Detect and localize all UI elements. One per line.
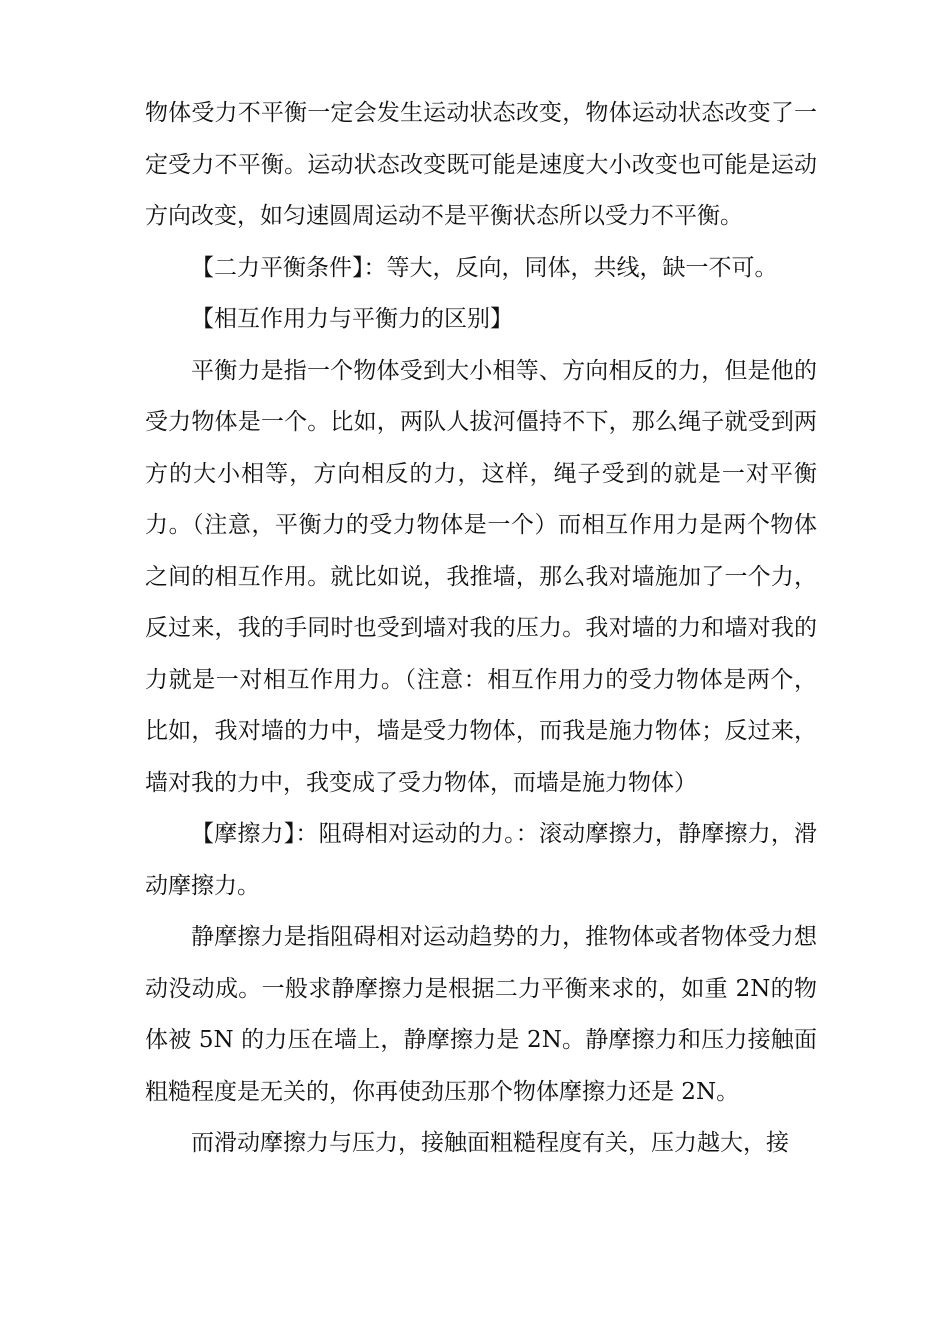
paragraph-balance-force: 平衡力是指一个物体受到大小相等、方向相反的力，但是他的受力物体是一个。比如，两队人拔河僵持不下，那么绳子就受到两方的大小相等，方向相反的力，这样，绳子受到的就是一对平衡力。（注意，平衡力的受力物体是一个）而相互作用力是两个物体之间的相互作用。就比如说，我推墙，那么我对墙施加了一个力，反过来，我的手同时也受到墙对我的压力。我对墙的力和墙对我的力就是一对相互作用力。（注意：相互作用力的受力物体是两个，比如，我对墙的力中，墙是受力物体，而我是施力物体；反过来，墙对我的力中，我变成了受力物体，而墙是施力物体）	[145, 357, 817, 796]
paragraph-two-force-balance: 【二力平衡条件】：等大，反向，同体，共线，缺一不可。	[191, 254, 778, 281]
document-body	[145, 88, 817, 1170]
heading-interaction-vs-balance: 【相互作用力与平衡力的区别】	[191, 306, 513, 332]
paragraph-sliding-friction: 而滑动摩擦力与压力，接触面粗糙程度有关，压力越大，接	[191, 1130, 789, 1156]
paragraph-friction: 【摩擦力】：阻碍相对运动的力。：滚动摩擦力，静摩擦力，滑动摩擦力。	[145, 821, 817, 899]
paragraph-static-friction: 静摩擦力是指阻碍相对运动趋势的力，推物体或者物体受力想动没动成。一般求静摩擦力是根据二力平衡来求的，如重 2N的物体被 5N 的力压在墙上，静摩擦力是 2N。静摩擦力和压力接触面粗糙程度是无关的，你再使劲压那个物体摩擦力还是 2N。	[145, 924, 817, 1105]
paragraph-motion-state: 物体受力不平衡一定会发生运动状态改变，物体运动状态改变了一定受力不平衡。运动状态改变既可能是速度大小改变也可能是运动方向改变，如匀速圆周运动不是平衡状态所以受力不平衡。	[145, 100, 817, 229]
